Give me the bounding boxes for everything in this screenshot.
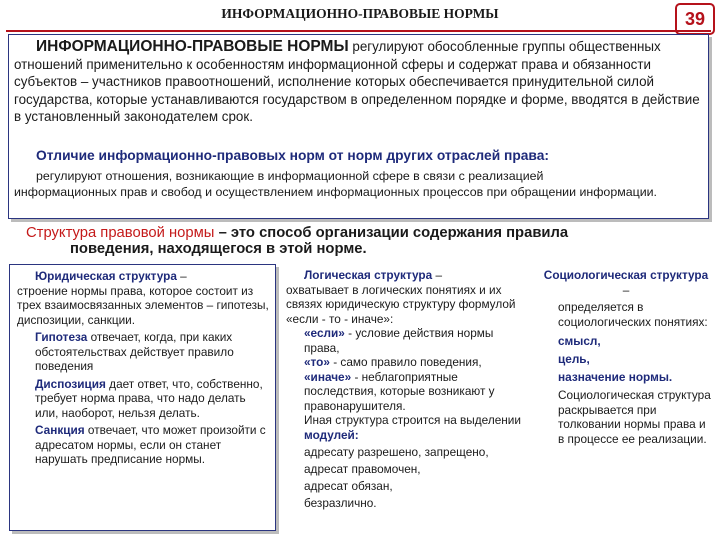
purpose-term: назначение нормы. (558, 370, 673, 384)
logical-structure-title: Логическая структура (304, 268, 433, 282)
module-item: адресату разрешено, запрещено, (304, 445, 489, 459)
sociological-structure-title: Социологическая структура (543, 268, 709, 282)
sociological-title-tail: – (622, 282, 630, 297)
goal-term: цель, (558, 352, 590, 366)
disposition-text: дает ответ, что, собственно, требует норма права, что надо делать или, наоборот, нельзя делать. (35, 376, 263, 420)
legal-structure-text: строение нормы права, которое состоит из трех взаимосвязанных элементов – гипотезы, диспозиции, санкции. (17, 283, 269, 327)
difference-text-rest: информационных прав и свобод и осуществлением информационных процессов при обращении информации. (14, 185, 657, 199)
structure-line1: – это способ организации содержания правила (214, 225, 569, 241)
difference-paragraph (14, 168, 704, 200)
slide-title: ИНФОРМАЦИОННО-ПРАВОВЫЕ НОРМЫ (221, 6, 499, 21)
then-term: «то» (304, 355, 330, 369)
module-item: адресат правомочен, (304, 462, 421, 476)
sociological-structure-text: определяется в социологических понятиях: (558, 300, 708, 329)
difference-heading: Отличие информационно-правовых норм от норм других отраслей права: (36, 148, 550, 163)
structure-line2: поведения, находящегося в этой норме. (70, 241, 367, 257)
if-text: - условие действия нормы права, (304, 326, 494, 355)
sociological-structure-text2: Социологическая структура раскрывается при толковании нормы права и в процессе ее реализации. (558, 388, 711, 446)
modules-text: Иная структура строится на выделении (304, 413, 521, 427)
then-text: - само правило поведения, (329, 355, 482, 369)
definition-text: регулируют обособленные группы общественных отношений применительно к особенностям информационной сферы и содержат права и обязанности субъектов – участников правоотношений, исполнение которых обеспечивается принудительной силой государства, которые устанавливаются государством в определенном порядке и форме, вводятся в действие в установленный законодателем срок. (14, 39, 700, 124)
legal-structure-title: Юридическая структура (35, 269, 177, 283)
else-term: «иначе» (304, 369, 352, 384)
sanction-text: отвечает, что может произойти с адресатом нормы, если он станет нарушать предписание нормы. (35, 423, 266, 466)
sociological-structure-column (540, 268, 712, 446)
definition-paragraph (14, 38, 704, 126)
definition-lead: ИНФОРМАЦИОННО-ПРАВОВЫЕ НОРМЫ (36, 38, 349, 55)
logical-title-tail: – (432, 268, 443, 282)
logical-structure-text: охватывает в логических понятиях и их связях юридическую структуру формулой «если - то - иначе»: (286, 282, 516, 326)
legal-structure-column (17, 269, 271, 467)
modules-term: модулей: (304, 427, 359, 442)
page-number-badge: 39 (675, 3, 715, 35)
module-item: адресат обязан, (304, 479, 393, 493)
module-item: безразлично. (304, 496, 377, 510)
disposition-term: Диспозиция (35, 376, 106, 391)
else-text: - неблагоприятные последствия, которые возникают у правонарушителя. (304, 369, 495, 413)
structure-term: Структура правовой нормы (26, 225, 215, 241)
difference-text-first-line: регулируют отношения, возникающие в информационной сфере в связи с реализацией (36, 169, 544, 183)
hypothesis-text: отвечает, когда, при каких обстоятельствах действует правило поведения (35, 330, 234, 373)
if-term: «если» (304, 326, 345, 340)
logical-structure-column (286, 268, 532, 512)
hypothesis-term: Гипотеза (35, 330, 88, 344)
legal-title-tail: – (176, 269, 187, 283)
header-divider (6, 30, 711, 32)
meaning-term: смысл, (558, 334, 601, 348)
structure-definition (26, 225, 706, 257)
sanction-term: Санкция (35, 423, 85, 437)
